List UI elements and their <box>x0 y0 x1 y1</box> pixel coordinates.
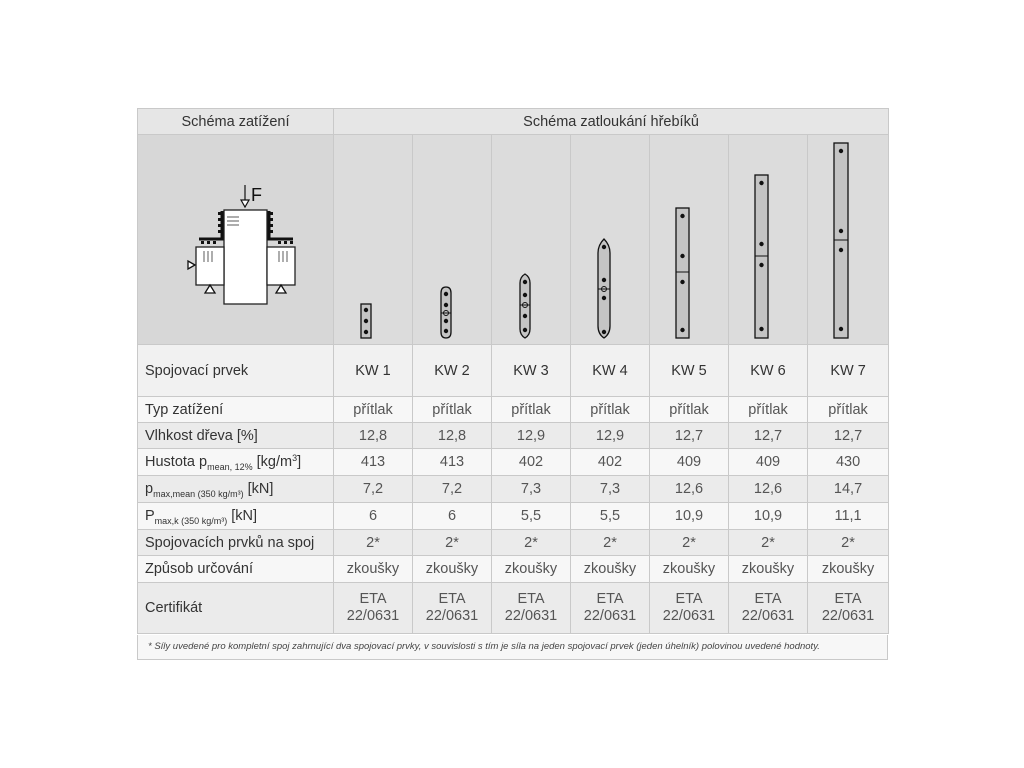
cert-line-1: ETA <box>517 591 545 607</box>
table-cell: 12,7 <box>650 423 729 449</box>
table-cell: 409 <box>729 449 808 476</box>
table-cell: zkoušky <box>729 556 808 583</box>
load-diagram <box>138 135 334 344</box>
table-cell: 12,6 <box>729 476 808 503</box>
cert-line-2: 22/0631 <box>425 608 479 624</box>
method-label: Způsob určování <box>138 556 334 583</box>
certificate-cell <box>492 583 571 634</box>
certificate-cell <box>808 583 889 634</box>
load-type-row <box>138 397 889 423</box>
cert-line-2: 22/0631 <box>583 608 637 624</box>
table-cell: 430 <box>808 449 889 476</box>
density-label <box>138 449 334 476</box>
kw2-plate <box>413 135 492 344</box>
cert-line-2: 22/0631 <box>504 608 558 624</box>
table-cell: 12,9 <box>492 423 571 449</box>
cert-line-1: ETA <box>438 591 466 607</box>
pmean-label <box>138 476 334 503</box>
table-cell: zkoušky <box>650 556 729 583</box>
spec-table <box>137 108 889 634</box>
header-row <box>138 109 889 135</box>
kw1-plate <box>334 135 413 344</box>
cert-line-1: ETA <box>834 591 862 607</box>
kw3-scheme <box>492 135 571 345</box>
cert-line-1: ETA <box>754 591 782 607</box>
density-main: Hustota p <box>145 454 208 470</box>
table-cell: 12,9 <box>571 423 650 449</box>
kw4-scheme <box>571 135 650 345</box>
kw2-scheme <box>413 135 492 345</box>
kw7-scheme <box>808 135 889 345</box>
diagram-row <box>138 135 889 345</box>
table-cell: 14,7 <box>808 476 889 503</box>
center-timber <box>224 210 267 304</box>
kw5-scheme <box>650 135 729 345</box>
connector-name: KW 7 <box>808 345 889 397</box>
table-cell: přítlak <box>413 397 492 423</box>
certificate-label: Certifikát <box>138 583 334 634</box>
load-scheme-header: Schéma zatížení <box>138 109 334 135</box>
load-diagram-cell <box>138 135 334 345</box>
moisture-label: Vlhkost dřeva [%] <box>138 423 334 449</box>
table-cell: 12,8 <box>413 423 492 449</box>
table-cell: 5,5 <box>492 503 571 530</box>
table-cell: 2* <box>650 530 729 556</box>
table-cell: 409 <box>650 449 729 476</box>
moisture-row <box>138 423 889 449</box>
table-cell: zkoušky <box>334 556 413 583</box>
connector-name: KW 1 <box>334 345 413 397</box>
method-row <box>138 556 889 583</box>
cert-line-1: ETA <box>596 591 624 607</box>
table-cell: 7,3 <box>492 476 571 503</box>
force-label: F <box>251 185 262 205</box>
specification-sheet <box>137 108 888 660</box>
pk-label <box>138 503 334 530</box>
cert-line-1: ETA <box>675 591 703 607</box>
certificate-row <box>138 583 889 634</box>
certificate-cell <box>650 583 729 634</box>
pk-unit: [kN] <box>227 508 257 524</box>
per-joint-row <box>138 530 889 556</box>
connector-name: KW 2 <box>413 345 492 397</box>
table-cell: 6 <box>334 503 413 530</box>
table-cell: přítlak <box>571 397 650 423</box>
kw5-plate <box>650 135 729 344</box>
cert-line-1: ETA <box>359 591 387 607</box>
table-cell: 12,7 <box>729 423 808 449</box>
table-cell: 413 <box>413 449 492 476</box>
table-cell: zkoušky <box>571 556 650 583</box>
table-cell: 5,5 <box>571 503 650 530</box>
table-cell: 12,7 <box>808 423 889 449</box>
kw7-plate <box>808 135 889 344</box>
cert-line-2: 22/0631 <box>346 608 400 624</box>
table-cell: 11,1 <box>808 503 889 530</box>
pmean-unit: [kN] <box>243 481 274 497</box>
table-cell: přítlak <box>492 397 571 423</box>
connector-name: KW 5 <box>650 345 729 397</box>
table-cell: 12,8 <box>334 423 413 449</box>
table-cell: 12,6 <box>650 476 729 503</box>
table-cell: 2* <box>808 530 889 556</box>
kw6-plate <box>729 135 808 344</box>
density-sup: 3 <box>292 453 298 463</box>
pmean-sub: max,mean (350 kg/m³) <box>153 489 244 499</box>
load-type-label: Typ zatížení <box>138 397 334 423</box>
pk-row <box>138 503 889 530</box>
connector-row <box>138 345 889 397</box>
table-cell: zkoušky <box>492 556 571 583</box>
table-cell: zkoušky <box>808 556 889 583</box>
pk-main: P <box>145 508 155 524</box>
table-cell: zkoušky <box>413 556 492 583</box>
cert-line-2: 22/0631 <box>741 608 795 624</box>
cert-line-2: 22/0631 <box>821 608 875 624</box>
table-cell: 2* <box>571 530 650 556</box>
certificate-cell <box>729 583 808 634</box>
force-arrow <box>241 185 249 207</box>
table-cell: 7,2 <box>334 476 413 503</box>
pmean-row <box>138 476 889 503</box>
density-row <box>138 449 889 476</box>
connector-name: KW 4 <box>571 345 650 397</box>
connector-label: Spojovací prvek <box>138 345 334 397</box>
kw6-scheme <box>729 135 808 345</box>
left-timber <box>196 247 224 285</box>
table-cell: přítlak <box>808 397 889 423</box>
right-timber <box>267 247 295 285</box>
table-cell: 2* <box>492 530 571 556</box>
nail-scheme-header: Schéma zatloukání hřebíků <box>334 109 889 135</box>
table-cell: 2* <box>413 530 492 556</box>
density-unit: [kg/m <box>252 454 293 470</box>
pmean-main: p <box>145 481 154 497</box>
per-joint-label: Spojovacích prvků na spoj <box>138 530 334 556</box>
connector-name: KW 3 <box>492 345 571 397</box>
table-cell: 7,2 <box>413 476 492 503</box>
certificate-cell <box>334 583 413 634</box>
kw3-plate <box>492 135 571 344</box>
pk-sub: max,k (350 kg/m³) <box>154 516 228 526</box>
table-cell: 402 <box>571 449 650 476</box>
kw1-scheme <box>334 135 413 345</box>
table-cell: přítlak <box>650 397 729 423</box>
cert-line-2: 22/0631 <box>662 608 716 624</box>
density-sub: mean, 12% <box>207 462 253 472</box>
table-cell: přítlak <box>729 397 808 423</box>
table-cell: 2* <box>334 530 413 556</box>
certificate-cell <box>413 583 492 634</box>
table-cell: 10,9 <box>650 503 729 530</box>
kw4-plate <box>571 135 650 344</box>
table-cell: 402 <box>492 449 571 476</box>
certificate-cell <box>571 583 650 634</box>
footnote: * Síly uvedené pro kompletní spoj zahrnující dva spojovací prvky, v souvislosti s tím je síla na jeden spojovací prvek (jeden úhelník) polovinou uvedené hodnoty. <box>137 635 888 660</box>
table-cell: 10,9 <box>729 503 808 530</box>
table-cell: 6 <box>413 503 492 530</box>
table-cell: 2* <box>729 530 808 556</box>
table-cell: 7,3 <box>571 476 650 503</box>
table-cell: přítlak <box>334 397 413 423</box>
connector-name: KW 6 <box>729 345 808 397</box>
table-cell: 413 <box>334 449 413 476</box>
density-end: ] <box>297 454 302 470</box>
